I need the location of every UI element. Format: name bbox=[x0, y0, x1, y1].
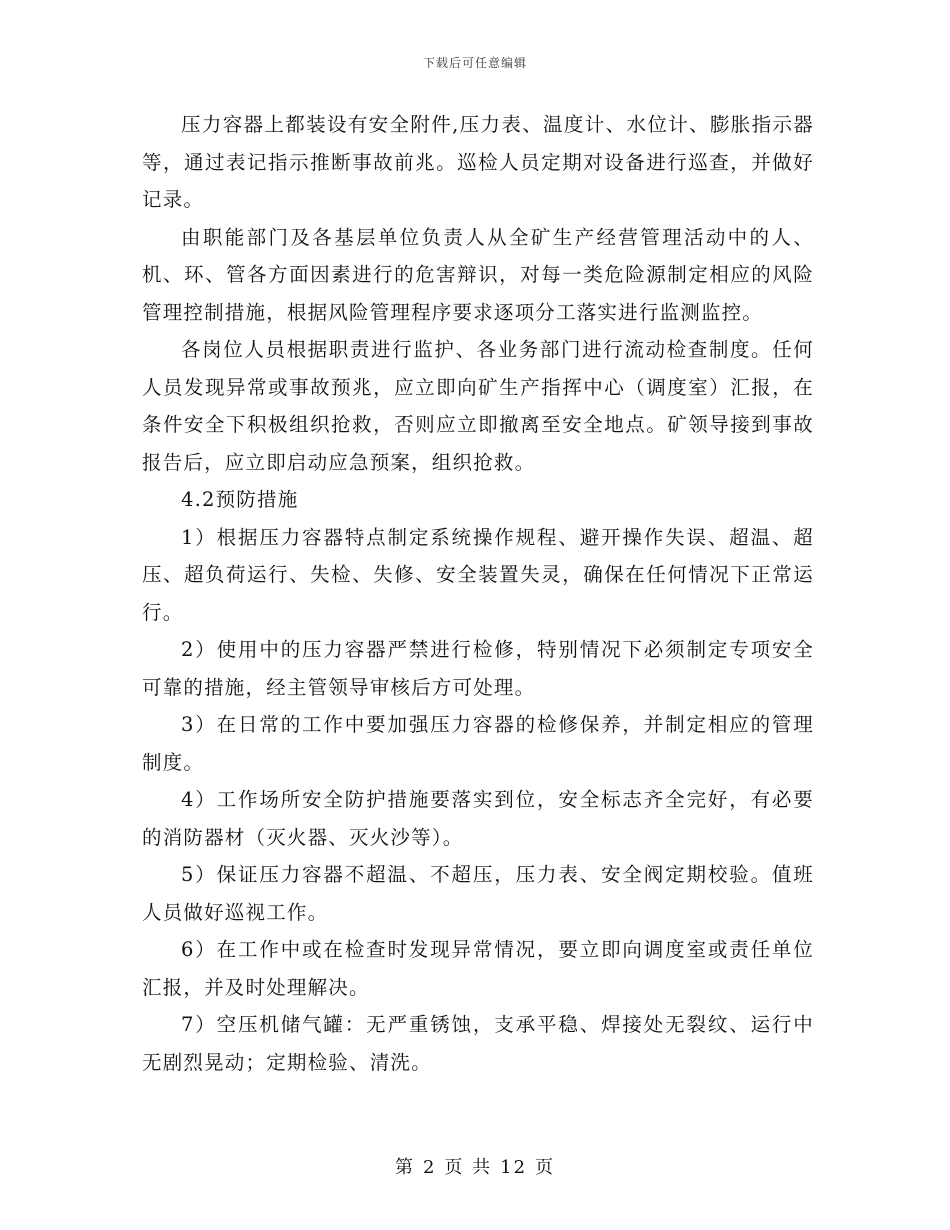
page-number-middle: 页 共 bbox=[444, 1157, 493, 1178]
paragraph: 各岗位人员根据职责进行监护、各业务部门进行流动检查制度。任何人员发现异常或事故预兆，应立即向矿生产指挥中心（调度室）汇报，在条件安全下积极组织抢救，否则应立即撤离至安全地点。矿领导接到事故报告后，应立即启动应急预案，组织抢救。 bbox=[142, 338, 814, 474]
paragraph: 由职能部门及各基层单位负责人从全矿生产经营管理活动中的人、机、环、管各方面因素进行的危害辩识，对每一类危险源制定相应的风险管理控制措施，根据风险管理程序要求逐项分工落实进行监测监控。 bbox=[142, 225, 814, 324]
list-item: 3）在日常的工作中要加强压力容器的检修保养，并制定相应的管理制度。 bbox=[142, 713, 814, 774]
page-number-prefix: 第 bbox=[394, 1157, 415, 1178]
page-number: 2 bbox=[422, 1157, 437, 1178]
page-header: 下载后可任意编辑 bbox=[422, 56, 527, 70]
list-item: 5）保证压力容器不超温、不超压，压力表、安全阀定期校验。值班人员做好巡视工作。 bbox=[142, 863, 814, 924]
list-item: 7）空压机储气罐：无严重锈蚀，支承平稳、焊接处无裂纹、运行中无剧烈晃动；定期检验、清洗。 bbox=[142, 1013, 814, 1074]
list-item: 2）使用中的压力容器严禁进行检修，特别情况下必须制定专项安全可靠的措施，经主管领导审核后方可处理。 bbox=[142, 638, 814, 699]
page-footer bbox=[0, 1153, 950, 1179]
section-heading: 4.2预防措施 bbox=[181, 488, 299, 511]
document-body bbox=[142, 106, 814, 1081]
list-item: 4）工作场所安全防护措施要落实到位，安全标志齐全完好，有必要的消防器材（灭火器、灭火沙等）。 bbox=[142, 788, 814, 849]
page-number-suffix: 页 bbox=[535, 1157, 556, 1178]
list-item: 1）根据压力容器特点制定系统操作规程、避开操作失误、超温、超压、超负荷运行、失检、失修、安全装置失灵，确保在任何情况下正常运行。 bbox=[142, 525, 814, 624]
paragraph: 压力容器上都装设有安全附件,压力表、温度计、水位计、膨胀指示器等，通过表记指示推断事故前兆。巡检人员定期对设备进行巡查，并做好记录。 bbox=[142, 113, 814, 211]
list-item: 6）在工作中或在检查时发现异常情况，要立即向调度室或责任单位汇报，并及时处理解决。 bbox=[142, 938, 814, 999]
page-total: 12 bbox=[500, 1157, 528, 1178]
